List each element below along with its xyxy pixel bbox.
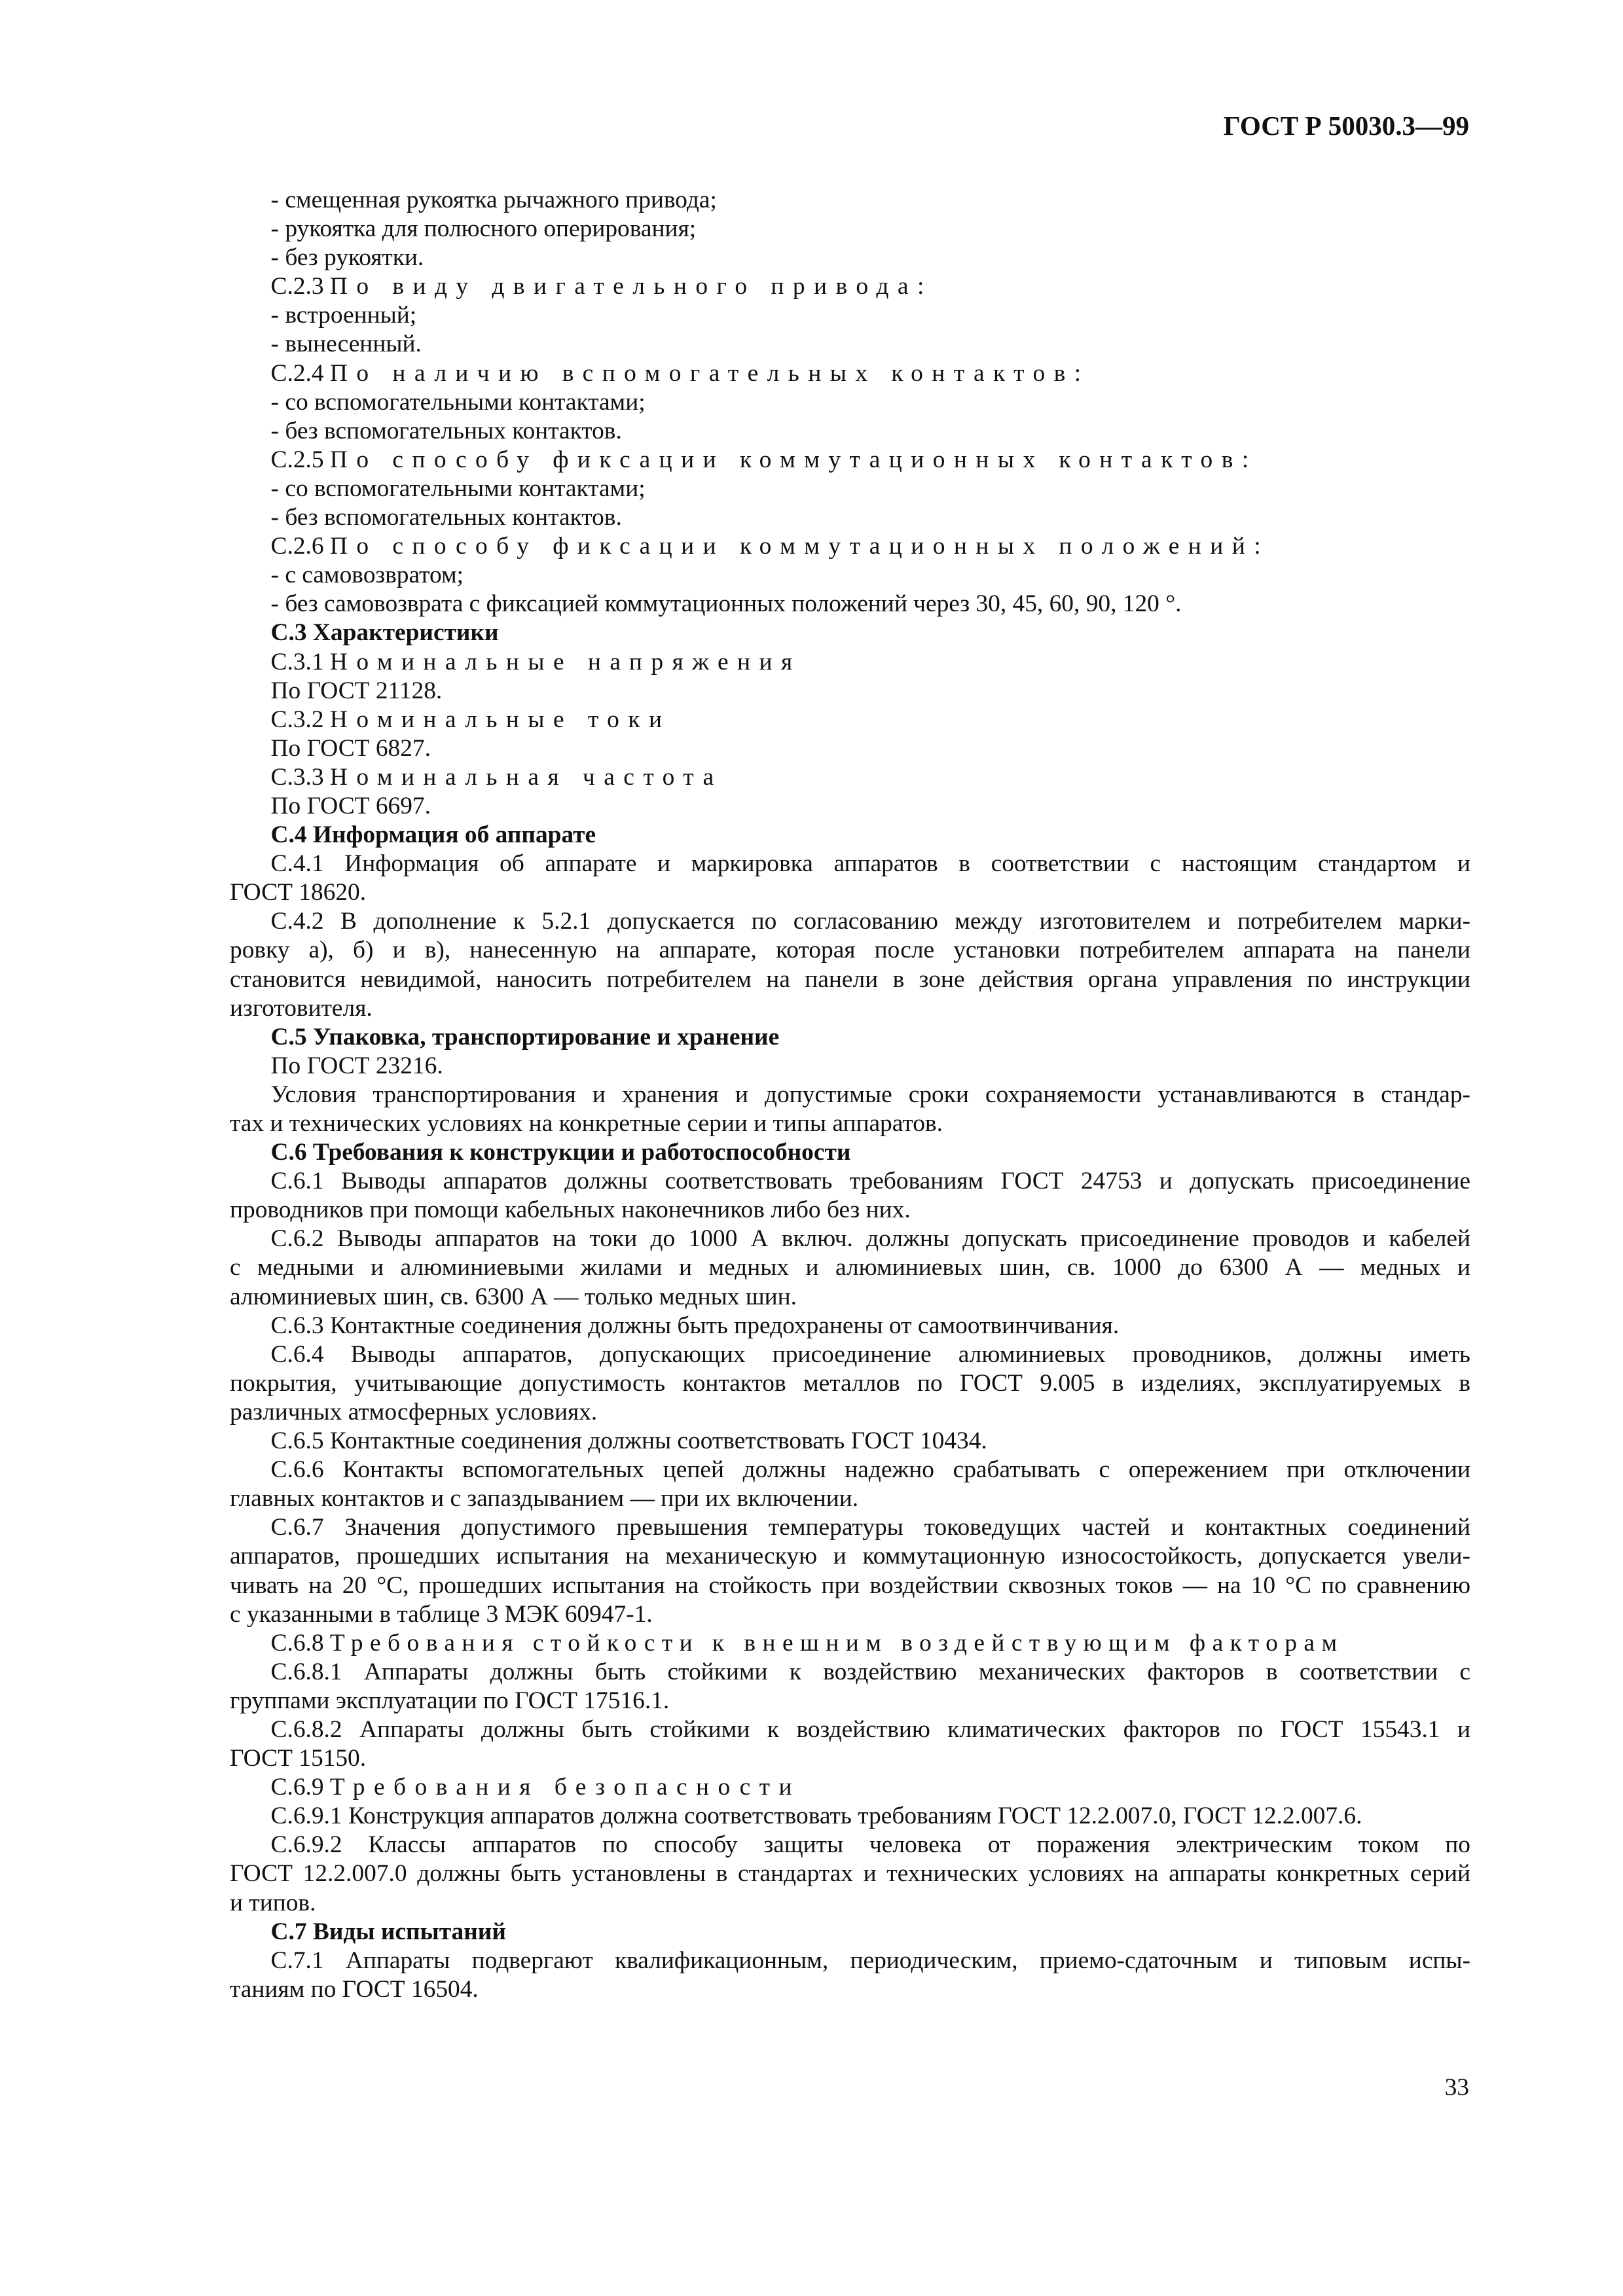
page-body — [230, 186, 1470, 2004]
clause-heading: С.3.2 Номинальные токи — [270, 706, 671, 733]
clause-heading: С.2.3 По виду двигательного привода: — [270, 273, 933, 300]
paragraph-line: таниям по ГОСТ 16504. — [230, 1975, 479, 2003]
list-item: - без вспомогательных контактов. — [270, 417, 622, 444]
paragraph-line: С.4.1 Информация об аппарате и маркировка аппаратов в соответствии с настоящим стандартом и — [270, 850, 1470, 878]
paragraph-line: покрытия, учитывающие допустимость контактов металлов по ГОСТ 9.005 в изделиях, эксплуатируемых в — [230, 1369, 1470, 1397]
paragraph-line: ГОСТ 12.2.007.0 должны быть установлены в стандартах и технических условиях на аппараты конкретных серий — [230, 1860, 1470, 1888]
paragraph-line: ровку а), б) и в), нанесенную на аппарате, которая после установки потребителем аппарата на панели — [230, 937, 1470, 964]
list-item: - без самовозврата с фиксацией коммутационных положений через 30, 45, 60, 90, 120 °. — [270, 590, 1182, 618]
paragraph-line: различных атмосферных условиях. — [230, 1398, 598, 1426]
list-item: - рукоятка для полюсного оперирования; — [270, 215, 697, 243]
paragraph-line: ГОСТ 15150. — [230, 1745, 367, 1772]
paragraph-line: С.6.1 Выводы аппаратов должны соответствовать требованиям ГОСТ 24753 и допускать присоединение — [270, 1168, 1470, 1195]
paragraph-line: С.6.2 Выводы аппаратов на токи до 1000 А включ. должны допускать присоединение проводов и кабелей — [270, 1225, 1470, 1253]
section-heading: С.5 Упаковка, транспортирование и хранение — [270, 1023, 780, 1050]
section-heading: С.4 Информация об аппарате — [270, 821, 596, 849]
paragraph-line: С.6.7 Значения допустимого превышения температуры токоведущих частей и контактных соединений — [270, 1514, 1470, 1541]
clause-heading: С.6.8 Требования стойкости к внешним воздействующим факторам — [270, 1629, 1344, 1657]
clause-heading: С.3.1 Номинальные напряжения — [270, 648, 801, 675]
paragraph-line: По ГОСТ 23216. — [270, 1052, 443, 1079]
paragraph-line: По ГОСТ 21128. — [270, 677, 443, 704]
paragraph-line: С.6.9.2 Классы аппаратов по способу защиты человека от поражения электрическим током по — [270, 1831, 1470, 1859]
paragraph-line: С.6.6 Контакты вспомогательных цепей должны надежно срабатывать с опережением при отключении — [270, 1456, 1470, 1484]
paragraph-line: главных контактов и с запаздыванием — при их включении. — [230, 1485, 859, 1513]
clause-heading: С.2.6 По способу фиксации коммутационных положений: — [270, 533, 1270, 560]
paragraph-line: Условия транспортирования и хранения и допустимые сроки сохраняемости устанавливаются в стандар- — [270, 1081, 1470, 1108]
paragraph-line: становится невидимой, наносить потребителем на панели в зоне действия органа управления по инструкции — [230, 965, 1470, 993]
paragraph-line: По ГОСТ 6697. — [270, 792, 431, 819]
paragraph-line: с медными и алюминиевыми жилами и медных и алюминиевых шин, св. 1000 до 6300 А — медных и — [230, 1254, 1470, 1282]
list-item: - встроенный; — [270, 302, 417, 329]
list-item: - без рукоятки. — [270, 244, 424, 272]
paragraph-line: С.6.4 Выводы аппаратов, допускающих присоединение алюминиевых проводников, должны иметь — [270, 1340, 1470, 1368]
clause-heading: С.2.4 По наличию вспомогательных контактов: — [270, 359, 1090, 387]
paragraph-line: изготовителя. — [230, 994, 373, 1022]
page-number: 33 — [1444, 2074, 1469, 2101]
document-header: ГОСТ Р 50030.3—99 — [1223, 111, 1469, 141]
paragraph-line: С.6.8.2 Аппараты должны быть стойкими к воздействию климатических факторов по ГОСТ 15543.1 и — [270, 1715, 1470, 1743]
clause-heading: С.3.3 Номинальная частота — [270, 763, 723, 791]
section-heading: С.7 Виды испытаний — [270, 1918, 506, 1945]
paragraph-line: С.4.2 В дополнение к 5.2.1 допускается по согласованию между изготовителем и потребителем марки- — [270, 908, 1470, 935]
paragraph-line: С.6.3 Контактные соединения должны быть предохранены от самоотвинчивания. — [270, 1312, 1120, 1339]
paragraph-line: ГОСТ 18620. — [230, 879, 367, 906]
paragraph-line: проводников при помощи кабельных наконечников либо без них. — [230, 1196, 911, 1224]
list-item: - смещенная рукоятка рычажного привода; — [270, 187, 717, 213]
paragraph-line: С.6.8.1 Аппараты должны быть стойкими к воздействию механических факторов в соответствии с — [270, 1658, 1470, 1685]
paragraph-line: и типов. — [230, 1889, 316, 1916]
paragraph-line: С.6.9.1 Конструкция аппаратов должна соответствовать требованиям ГОСТ 12.2.007.0, ГОСТ 12.2.007.6. — [270, 1803, 1362, 1830]
paragraph-line: С.7.1 Аппараты подвергают квалификационным, периодическим, приемо-сдаточным и типовым испы- — [270, 1946, 1470, 1974]
section-heading: С.6 Требования к конструкции и работоспособности — [270, 1139, 851, 1166]
section-heading: С.3 Характеристики — [270, 619, 499, 647]
paragraph-line: алюминиевых шин, св. 6300 А — только медных шин. — [230, 1283, 797, 1310]
paragraph-line: аппаратов, прошедших испытания на механическую и коммутационную износостойкость, допускается увели- — [230, 1543, 1470, 1570]
paragraph-line: чивать на 20 °С, прошедших испытания на стойкость при воздействии сквозных токов — на 10 °С по сравнению — [230, 1571, 1470, 1599]
list-item: - со вспомогательными контактами; — [270, 388, 646, 416]
clause-heading: С.6.9 Требования безопасности — [270, 1774, 801, 1801]
paragraph-line: группами эксплуатации по ГОСТ 17516.1. — [230, 1687, 670, 1714]
paragraph-line: с указанными в таблице 3 МЭК 60947-1. — [230, 1600, 653, 1628]
list-item: - без вспомогательных контактов. — [270, 504, 622, 531]
clause-heading: С.2.5 По способу фиксации коммутационных контактов: — [270, 446, 1258, 473]
list-item: - со вспомогательными контактами; — [270, 475, 646, 502]
list-item: - вынесенный. — [270, 331, 422, 358]
paragraph-line: По ГОСТ 6827. — [270, 734, 431, 762]
paragraph-line: тах и технических условиях на конкретные серии и типы аппаратов. — [230, 1110, 943, 1137]
paragraph-line: С.6.5 Контактные соединения должны соответствовать ГОСТ 10434. — [270, 1427, 987, 1455]
list-item: - с самовозвратом; — [270, 562, 464, 589]
